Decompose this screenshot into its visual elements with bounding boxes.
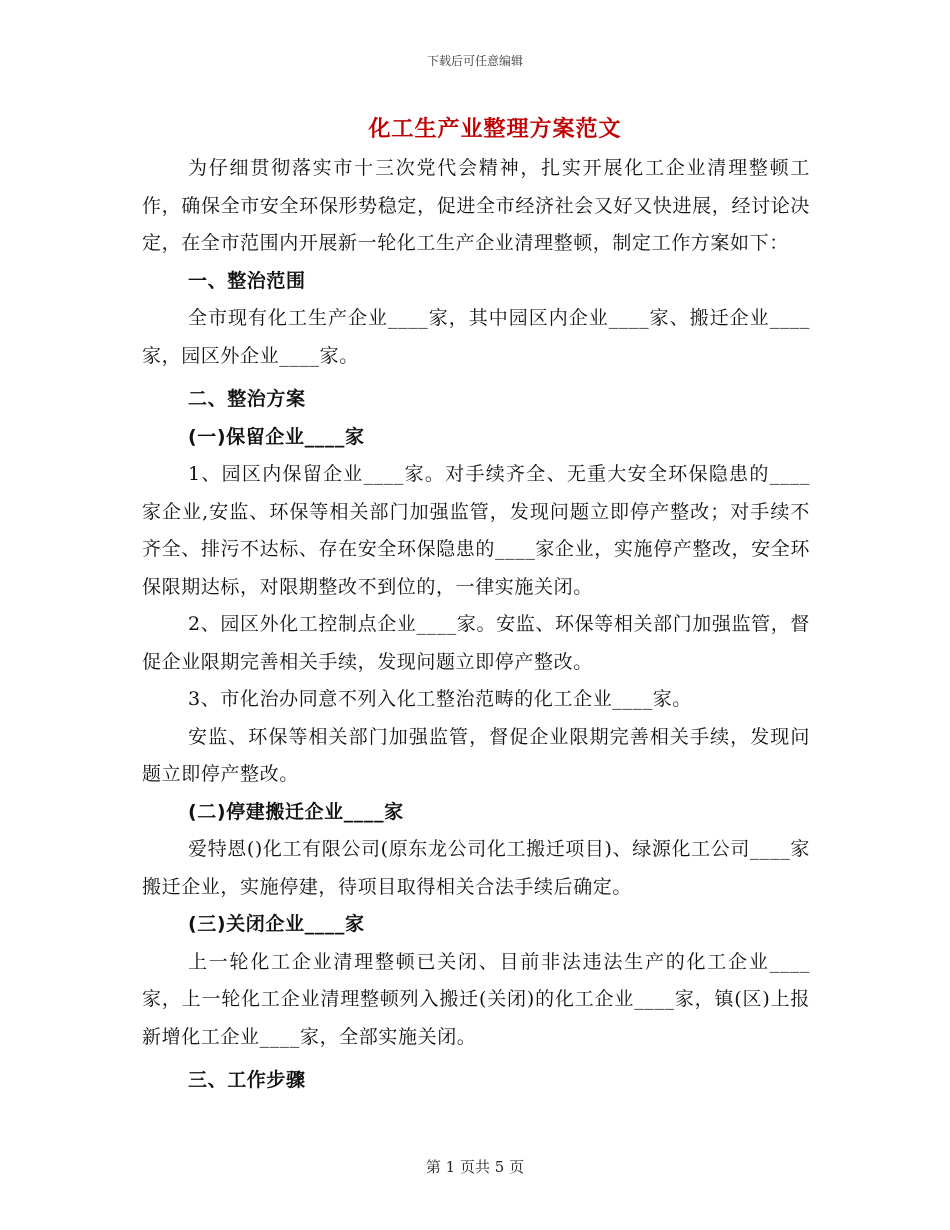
subheading-relocation: (二)停建搬迁企业____家 xyxy=(188,800,404,823)
intro-paragraph: 为仔细贯彻落实市十三次党代会精神，扎实开展化工企业清理整顿工作，确保全市安全环保形势稳定，促进全市经济社会又好又快进展，经讨论决定，在全市范围内开展新一轮化工生产企业清理整顿，制定工作方案如下： xyxy=(142,157,810,254)
section-heading-steps: 三、工作步骤 xyxy=(188,1069,306,1091)
closure-paragraph: 上一轮化工企业清理整顿已关闭、目前非法违法生产的化工企业____家，上一轮化工企业清理整顿列入搬迁(关闭)的化工企业____家，镇(区)上报新增化工企业____家，全部实施关闭。 xyxy=(142,950,810,1048)
retained-supervision-paragraph: 安监、环保等相关部门加强监管，督促企业限期完善相关手续，发现问题立即停产整改。 xyxy=(142,725,810,785)
header-note: 下载后可任意编辑 xyxy=(426,54,523,68)
document-title: 化工生产业整理方案范文 xyxy=(368,116,622,142)
subheading-retained: (一)保留企业____家 xyxy=(188,425,365,448)
subheading-closure: (三)关闭企业____家 xyxy=(188,913,365,935)
retained-item-3: 3、市化治办同意不列入化工整治范畴的化工企业____家。 xyxy=(188,688,692,710)
section-heading-scope: 一、整治范围 xyxy=(188,269,306,292)
relocation-paragraph: 爱特恩()化工有限公司(原东龙公司化工搬迁项目)、绿源化工公司____家搬迁企业，实施停建，待项目取得相关合法手续后确定。 xyxy=(142,838,810,898)
retained-item-1: 1、园区内保留企业____家。对手续齐全、无重大安全环保隐患的____家企业,安监、环保等相关部门加强监管，发现问题立即停产整改；对手续不齐全、排污不达标、存在安全环保隐患的____家企业，实施停产整改，安全环保限期达标，对限期整改不到位的，一律实施关闭。 xyxy=(142,463,810,598)
page-footer: 第 1 页共 5 页 xyxy=(425,1158,525,1176)
document-body xyxy=(142,150,810,1100)
scope-paragraph: 全市现有化工生产企业____家，其中园区内企业____家、搬迁企业____家，园区外企业____家。 xyxy=(142,307,810,367)
section-heading-plan: 二、整治方案 xyxy=(188,388,306,410)
retained-item-2: 2、园区外化工控制点企业____家。安监、环保等相关部门加强监管，督促企业限期完善相关手续，发现问题立即停产整改。 xyxy=(142,613,810,673)
